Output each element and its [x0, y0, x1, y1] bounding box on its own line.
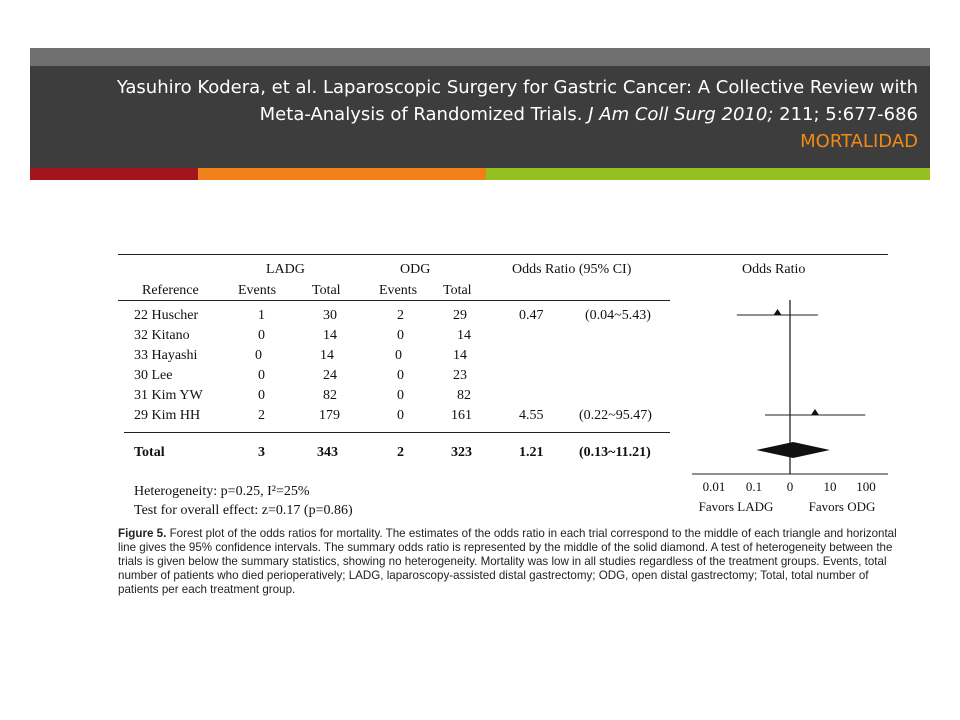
summary-diamond: [756, 442, 830, 458]
row-ci: (0.22~95.47): [579, 408, 652, 423]
row-or: 0.47: [519, 308, 544, 323]
caption-lead: Figure 5.: [118, 527, 167, 540]
row-reference: 29 Kim HH: [134, 408, 201, 423]
group-header-odg: ODG: [400, 262, 431, 277]
title-journal-italic: J Am Coll Surg 2010;: [588, 104, 774, 125]
study-estimate-triangle: [811, 409, 819, 415]
col-header-ladg-events: Events: [238, 283, 277, 298]
favors-ladg-label: Favors LADG: [698, 499, 774, 514]
row-odg-events: 0: [397, 328, 404, 343]
total-ci: (0.13~11.21): [579, 445, 651, 460]
header-top-band: [30, 48, 930, 66]
row-odg-total: 14: [453, 348, 467, 363]
row-ladg-events: 2: [258, 408, 265, 423]
total-or: 1.21: [519, 445, 544, 460]
figure-caption: [118, 527, 898, 597]
row-ladg-total: 24: [323, 368, 337, 383]
col-header-reference: Reference: [142, 283, 199, 298]
row-odg-total: 161: [451, 408, 472, 423]
stripe-red: [30, 168, 198, 180]
total-label: Total: [134, 445, 165, 460]
row-odg-events: 0: [397, 388, 404, 403]
axis-tick-label: 0.01: [702, 479, 726, 494]
axis-tick-label: 100: [856, 479, 876, 494]
col-header-ladg-total: Total: [312, 283, 341, 298]
row-odg-total: 29: [453, 308, 467, 323]
row-ladg-events: 1: [258, 308, 265, 323]
total-odg-total: 323: [451, 445, 472, 460]
row-ladg-total: 30: [323, 308, 337, 323]
row-reference: 32 Kitano: [134, 328, 190, 343]
row-reference: 33 Hayashi: [134, 348, 198, 363]
caption-text: Forest plot of the odds ratios for mortality. The estimates of the odds ratio in each trial correspond to the middle of each triangle and horizontal line gives the 95% confidence intervals. The summary odds ratio is represented by the middle of the solid diamond. A test of heterogeneity between the trials is given below the summary statistics, showing no heterogeneity. Mortality was low in all studies regardless of the treatment groups. Events, total number of patients who died perioperatively; LADG, laparoscopy-assisted distal gastrectomy; ODG, open distal gastrectomy; Total, total number of patients per each treatment group.: [118, 527, 897, 596]
row-ladg-events: 0: [258, 328, 265, 343]
row-odg-events: 2: [397, 308, 404, 323]
row-odg-events: 0: [397, 408, 404, 423]
row-reference: 22 Huscher: [134, 308, 199, 323]
stripe-green: [486, 168, 930, 180]
total-ladg-total: 343: [317, 445, 338, 460]
group-header-or-ci: Odds Ratio (95% CI): [512, 262, 632, 277]
row-odg-events: 0: [397, 368, 404, 383]
title-line-1: Yasuhiro Kodera, et al. Laparoscopic Surgery for Gastric Cancer: A Collective Review with: [116, 77, 918, 98]
row-ladg-events: 0: [258, 368, 265, 383]
title-journal-tail: 211; 5:677-686: [779, 104, 918, 125]
slide-title: [38, 74, 918, 155]
col-header-odg-total: Total: [443, 283, 472, 298]
heterogeneity-stat: Heterogeneity: p=0.25, I²=25%: [134, 484, 310, 499]
total-odg-events: 2: [397, 445, 404, 460]
row-reference: 31 Kim YW: [134, 388, 203, 403]
row-or: 4.55: [519, 408, 544, 423]
row-ladg-total: 179: [319, 408, 340, 423]
title-line-2: [38, 101, 918, 128]
col-header-odg-events: Events: [379, 283, 418, 298]
row-ladg-total: 14: [323, 328, 337, 343]
row-odg-total: 82: [457, 388, 471, 403]
study-estimate-triangle: [774, 309, 782, 315]
row-odg-total: 23: [453, 368, 467, 383]
forest-plot-figure: [118, 252, 888, 522]
row-reference: 30 Lee: [134, 368, 173, 383]
group-header-ladg: LADG: [266, 262, 305, 277]
title-subtitle: MORTALIDAD: [800, 131, 918, 152]
axis-tick-label: 10: [823, 479, 837, 494]
forest-plot-chart: [118, 252, 888, 522]
stripe-orange: [198, 168, 486, 180]
row-ladg-total: 82: [323, 388, 337, 403]
row-odg-total: 14: [457, 328, 471, 343]
title-journal-plain: Meta-Analysis of Randomized Trials.: [259, 104, 583, 125]
row-ladg-events: 0: [258, 388, 265, 403]
row-ladg-total: 14: [320, 348, 334, 363]
axis-tick-label: 0.1: [745, 479, 763, 494]
axis-tick-label: 0: [786, 479, 794, 494]
total-ladg-events: 3: [258, 445, 265, 460]
group-header-or-plot: Odds Ratio: [742, 262, 806, 277]
overall-effect-stat: Test for overall effect: z=0.17 (p=0.86): [134, 503, 353, 518]
row-ci: (0.04~5.43): [585, 308, 651, 323]
slide-header: [30, 48, 930, 180]
favors-odg-label: Favors ODG: [808, 499, 876, 514]
row-ladg-events: 0: [255, 348, 262, 363]
row-odg-events: 0: [395, 348, 402, 363]
